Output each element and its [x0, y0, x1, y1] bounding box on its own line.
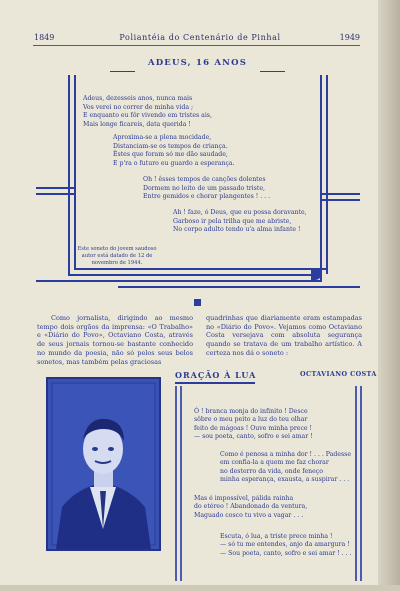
verse-line: em confia-la a quem me faz chorar	[220, 459, 329, 467]
verse-line: — Sou poeta, canto, sofro e sei amar ! . . .	[220, 549, 352, 557]
verse-line: Êstes que foram só me dão saudade,	[113, 151, 228, 159]
note-line: novembro de 1944.	[91, 260, 143, 266]
note-line: Este soneto do jovem saudoso	[77, 246, 157, 252]
author-portrait	[46, 377, 161, 551]
verse-line: E enquanto eu fôr vivendo em tristes ais,	[83, 112, 212, 120]
elegy-stanza-1	[83, 95, 212, 129]
verse-line: Maguado cosco tu vivo a vagar . . .	[194, 511, 304, 519]
verse-line: Mais longe ficareis, data querida !	[83, 120, 191, 128]
poem-stanza-3	[194, 495, 307, 520]
elegy-stanza-4	[173, 209, 307, 235]
section-ornament	[194, 299, 201, 306]
poem-title: ORAÇÃO À LUA	[175, 370, 257, 380]
page-binding	[378, 0, 400, 591]
title-rule-left	[110, 71, 135, 72]
verse-line: Distanciam-se os tempos de criança.	[113, 142, 228, 150]
elegy-note	[72, 246, 162, 267]
verse-line: Ah ! faze, ó Deus, que eu possa doravante,	[173, 209, 307, 216]
poem-stanza-1	[194, 408, 313, 442]
note-line: autor está datado de 12 de	[81, 253, 153, 259]
portrait-photo	[48, 379, 159, 549]
verse-line: minha esperança, exausta, a suspirar . . .	[220, 476, 350, 484]
header-title: Poliantéia do Centenário de Pinhal	[119, 33, 281, 42]
poem-stanza-4	[220, 533, 352, 558]
verse-line: Ó ! branca monja do infinito ! Desce	[194, 408, 308, 415]
page-bottom-edge	[0, 585, 400, 591]
verse-line: Mas é impossível, pálida rainha	[194, 495, 294, 502]
verse-line: E p'ra o futuro eu guardo a esperança.	[113, 159, 235, 167]
verse-line: Aproxima-se a plena mocidade,	[113, 134, 212, 141]
verse-line: — sou poeta, canto, sofro e sei amar !	[194, 433, 313, 441]
elegy-title: ADEUS, 16 ANOS	[147, 58, 248, 68]
verse-line: sôbre o meu peito a luz do teu olhar	[194, 416, 308, 424]
verse-line: no desterro da vida, onde feneço	[220, 467, 323, 475]
verse-line: — só tu me entendes, anjo da amargura !	[220, 541, 350, 549]
poem-stanza-2	[220, 451, 351, 485]
elegy-stanza-2	[113, 134, 235, 168]
verse-line: do etéreo ! Abandonado da ventura,	[194, 503, 308, 511]
verse-line: Entre gemidos e chorar plangentes ! . . .	[143, 193, 271, 201]
verse-line: Vos verei no correr de minha vida ;	[83, 103, 194, 111]
verse-line: Adeus, dezesseis anos, nunca mais	[83, 95, 193, 102]
header-year-left: 1849	[34, 33, 55, 42]
verse-line: feito de mágoas ! Ouve minha prece !	[194, 424, 313, 432]
verse-line: Garboso ir pela trilha que me abriste,	[173, 217, 292, 225]
verse-line: Oh ! êsses tempos de canções dolentes	[143, 176, 266, 183]
prose-column-right: quadrinhas que diariamente eram estampadas no «Diário do Povo». Vejamos como Octaviano Costa versejava com absoluta segurança quando se tratava de um trabalho artístico. A certeza nos dá o soneto :	[206, 314, 362, 357]
verse-line: Escuta, ó lua, a triste prece minha !	[220, 533, 333, 540]
verse-line: Dormem no leito de um passado triste,	[143, 184, 265, 192]
header-year-right: 1949	[339, 33, 360, 42]
verse-line: No corpo adulto tendo u'a alma infante !	[173, 226, 301, 234]
header-rule	[33, 45, 360, 46]
verse-line: Como é penosa a minha dor ! . . . Padesse	[220, 451, 352, 458]
prose-column-left: Como jornalista, dirigindo ao mesmo tempo dois orgãos da imprensa: «O Trabalho» e «Diário do Povo», Octaviano Costa, através de seus jornais tornou-se bastante conhecido no mundo da poesia, não só pelos seus belos sonetos, mas também pelas graciosas	[37, 314, 193, 366]
poem-author: OCTAVIANO COSTA	[300, 370, 377, 378]
elegy-stanza-3	[143, 176, 270, 202]
title-rule-right	[260, 71, 285, 72]
